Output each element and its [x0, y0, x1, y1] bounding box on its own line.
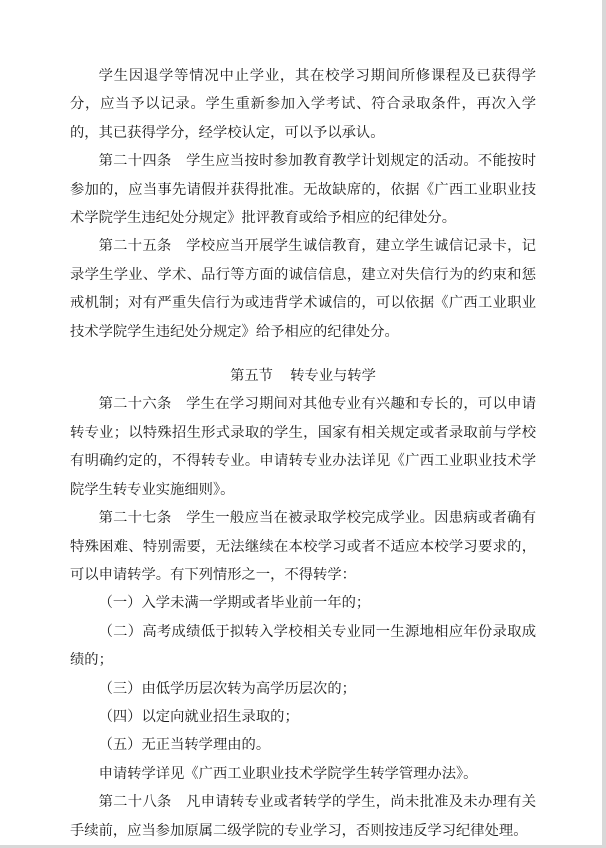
article-24: 第二十四条 学生应当按时参加教育教学计划规定的活动。不能按时参加的，应当事先请假并获得批准。无故缺席的，依据《广西工业职业技术学院学生违纪处分规定》批评教育或给予相应的纪律处分。 [70, 153, 536, 227]
list-item: （三）由低学历层次转为高学历层次的； [98, 680, 356, 697]
section-title: 转专业与转学 [290, 368, 376, 385]
section-number: 第五节 [230, 368, 273, 385]
article-28: 第二十八条 凡申请转专业或者转学的学生，尚未批准及未办理有关手续前，应当参加原属二级学院的专业学习，否则按违反学习纪律处理。 [70, 794, 536, 839]
paragraph-dropout-credits: 学生因退学等情况中止学业，其在校学习期间所修课程及已获得学分，应当予以记录。学生重新参加入学考试、符合录取条件，再次入学的，其已获得学分，经学校认定，可以予以承认。 [70, 68, 536, 141]
list-item: （二）高考成绩低于拟转入学校相关专业同一生源地相应年份录取成绩的； [70, 623, 536, 669]
list-item: （四）以定向就业招生录取的； [98, 708, 299, 725]
paragraph-transfer-reference: 申请转学详见《广西工业职业技术学院学生转学管理办法》。 [98, 765, 478, 782]
document-body [70, 62, 536, 845]
article-25: 第二十五条 学校应当开展学生诚信教育，建立学生诚信记录卡，记录学生学业、学术、品行等方面的诚信信息，建立对失信行为的约束和惩戒机制；对有严重失信行为或违背学术诚信的，可以依据《广西工业职业技术学院学生违纪处分规定》给予相应的纪律处分。 [70, 238, 536, 340]
section-heading [70, 362, 536, 390]
list-item: （五）无正当转学理由的。 [98, 737, 271, 754]
article-27: 第二十七条 学生一般应当在被录取学校完成学业。因患病或者确有特殊困难、特别需要，无法继续在本校学习或者不适应本校学习要求的，可以申请转学。有下列情形之一，不得转学： [70, 510, 536, 583]
page-edge-right [602, 0, 606, 848]
article-26: 第二十六条 学生在学习期间对其他专业有兴趣和专长的，可以申请转专业；以特殊招生形式录取的学生，国家有相关规定或者录取前与学校有明确约定的，不得转专业。申请转专业办法详见《广西工业职业技术学院学生转专业实施细则》。 [70, 396, 536, 498]
list-item: （一）入学未满一学期或者毕业前一年的； [98, 595, 371, 612]
